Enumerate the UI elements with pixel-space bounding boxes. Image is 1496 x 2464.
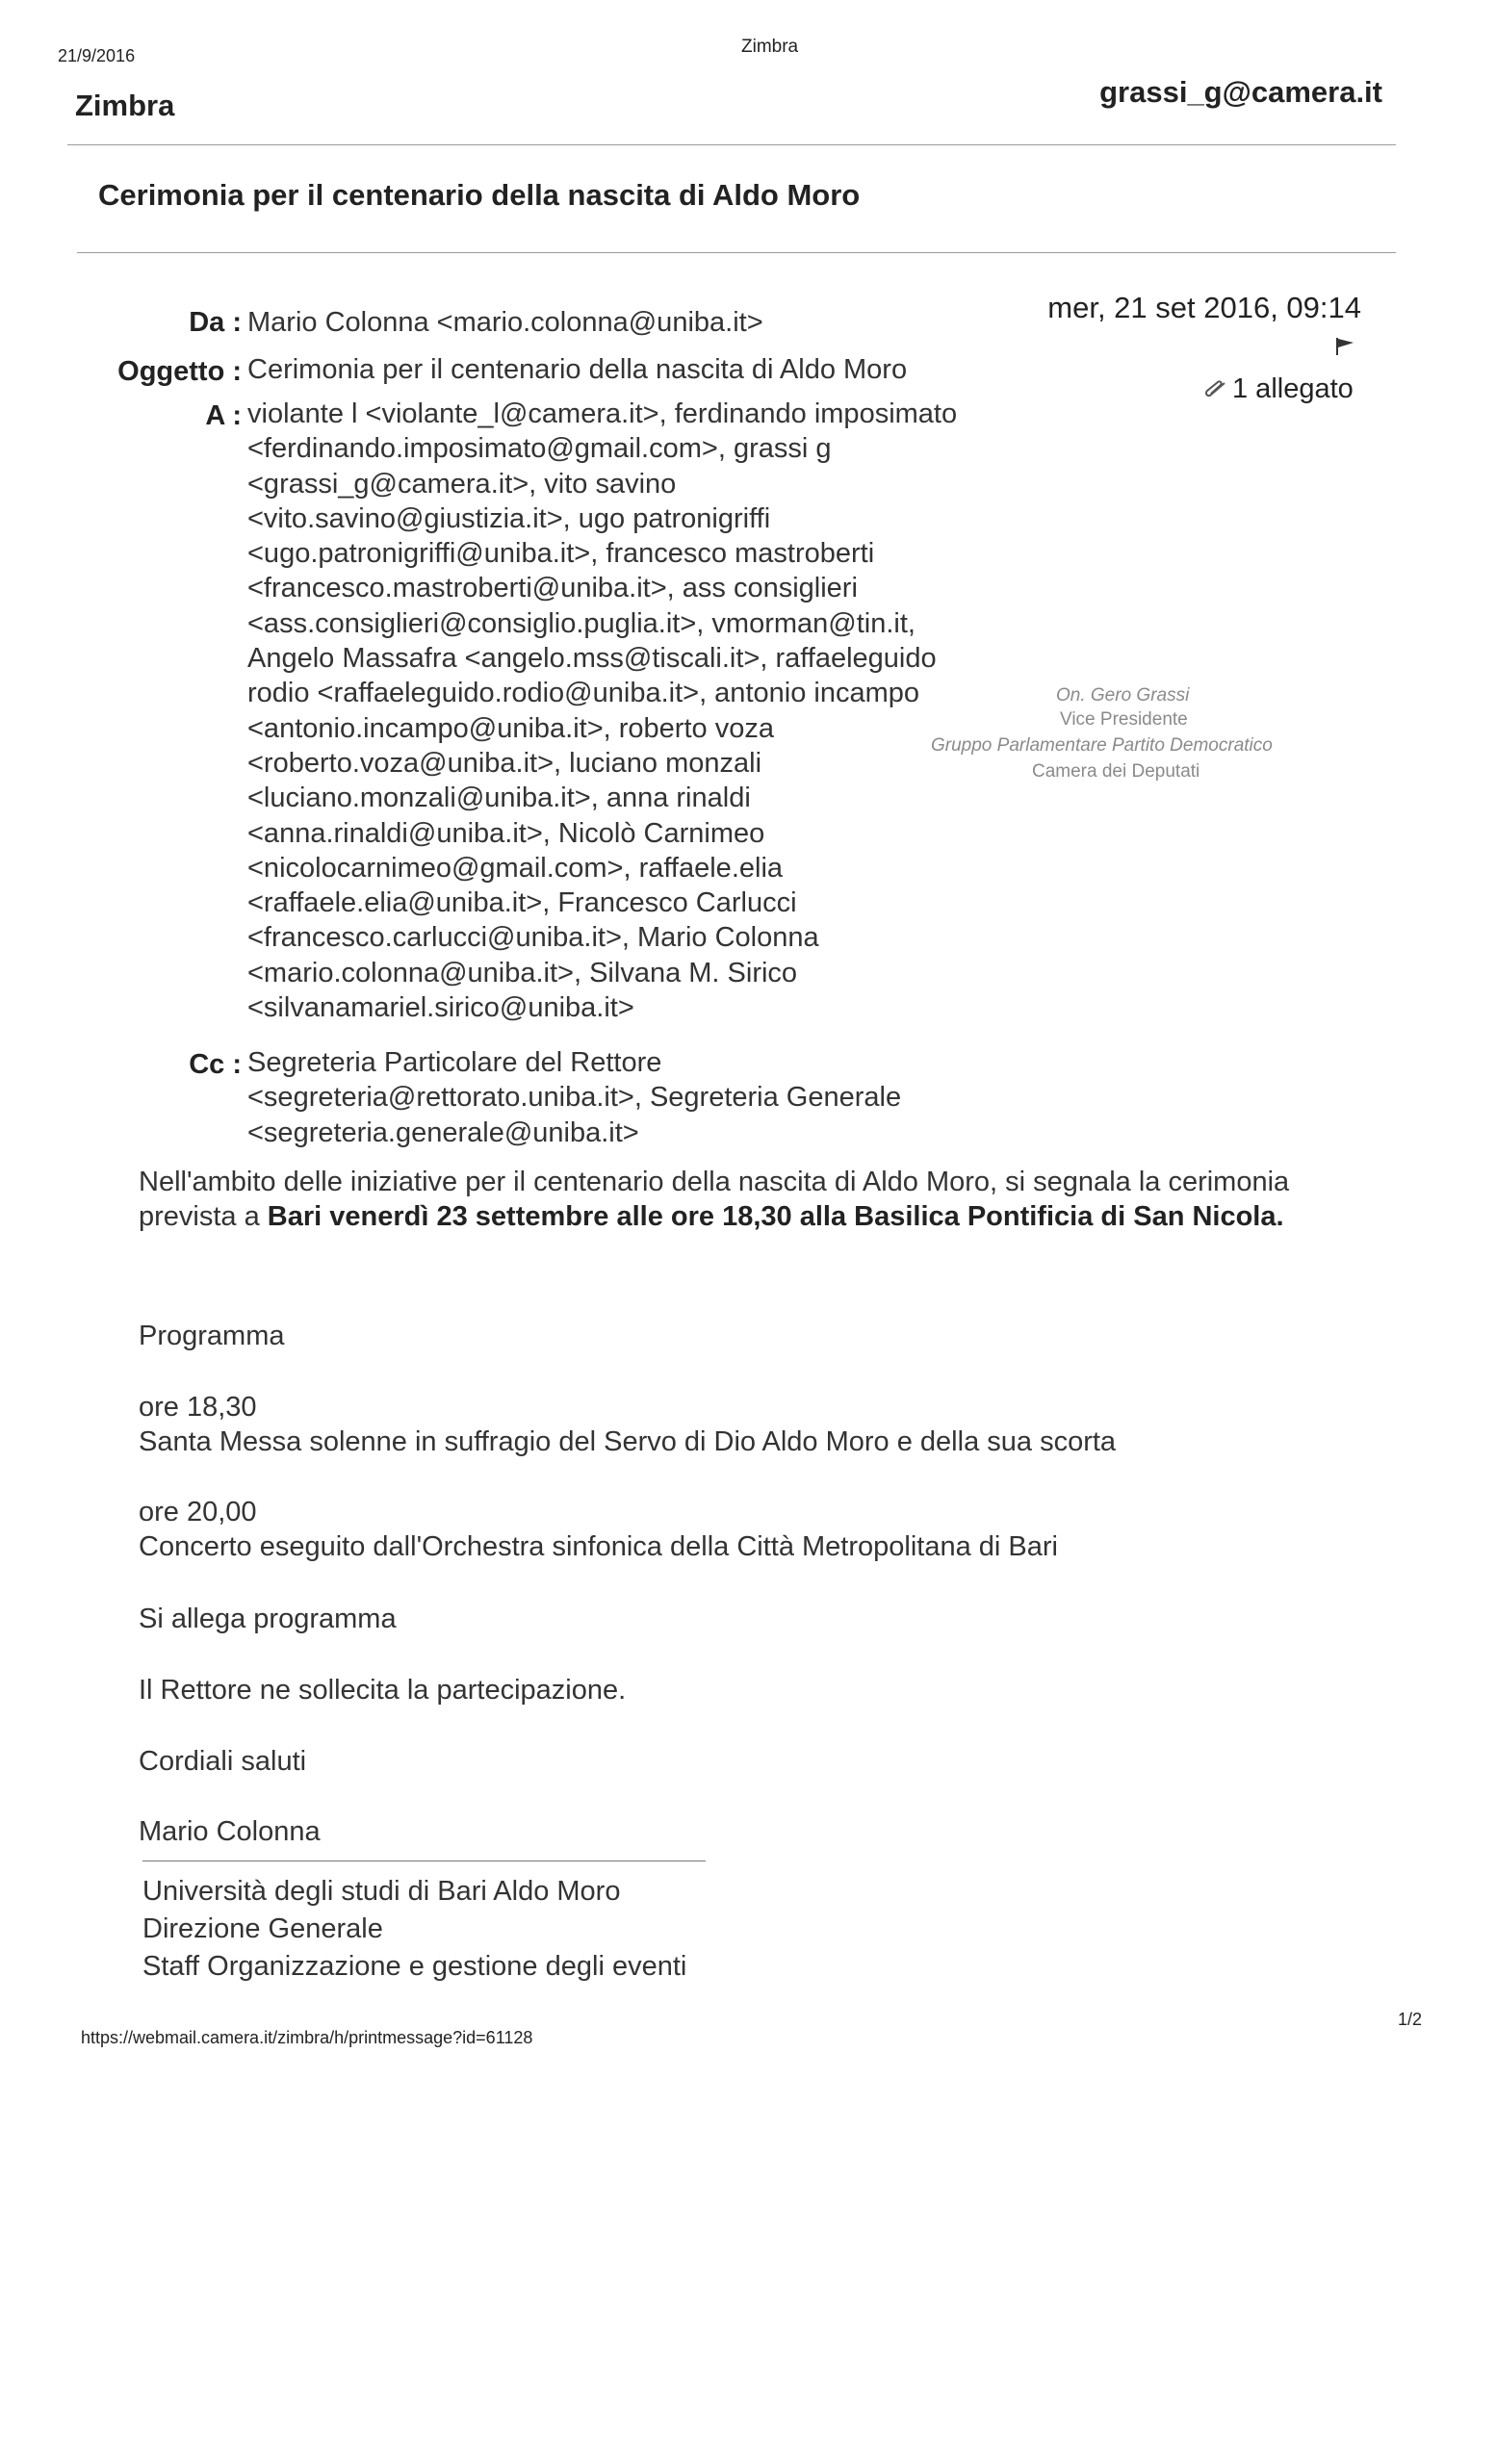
- from-label: Da :: [189, 307, 242, 338]
- to-line: <ass.consiglieri@consiglio.puglia.it>, vmorman@tin.it,: [247, 607, 916, 639]
- header-divider: [67, 144, 1396, 145]
- to-line: Angelo Massafra <angelo.mss@tiscali.it>, raffaeleguido: [247, 643, 937, 675]
- to-line: <luciano.monzali@uniba.it>, anna rinaldi: [247, 783, 751, 814]
- to-line: <raffaele.elia@uniba.it>, Francesco Carlucci: [247, 887, 797, 919]
- cc-label: Cc :: [189, 1049, 242, 1080]
- signature-line: Università degli studi di Bari Aldo Moro: [142, 1876, 621, 1907]
- to-line: <vito.savino@giustizia.it>, ugo patronigriffi: [247, 502, 771, 534]
- to-line: rodio <raffaeleguido.rodio@uniba.it>, antonio incampo: [247, 678, 919, 709]
- print-date: 21/9/2016: [58, 46, 136, 65]
- stamp-name: On. Gero Grassi: [1056, 685, 1190, 706]
- attachments-count: 1 allegato: [1232, 373, 1354, 404]
- stamp-group: Gruppo Parlamentare Partito Democratico: [931, 735, 1273, 756]
- signature-line: Direzione Generale: [142, 1913, 383, 1944]
- paperclip-icon: [1203, 380, 1230, 399]
- signature-block: [142, 1873, 686, 1986]
- allega-line: Si allega programma: [139, 1604, 397, 1634]
- app-name: Zimbra: [75, 89, 175, 122]
- time-2: ore 20,00: [139, 1497, 257, 1527]
- to-line: <grassi_g@camera.it>, vito savino: [247, 468, 677, 500]
- to-line: <francesco.mastroberti@uniba.it>, ass consiglieri: [247, 573, 858, 604]
- event-1: Santa Messa solenne in suffragio del Servo di Dio Aldo Moro e della sua scorta: [139, 1426, 1117, 1457]
- cc-line: <segreteria.generale@uniba.it>: [247, 1116, 639, 1148]
- to-line: <antonio.incampo@uniba.it>, roberto voza: [247, 712, 774, 744]
- subject-label: Oggetto :: [117, 356, 242, 387]
- account-email: grassi_g@camera.it: [1099, 75, 1382, 109]
- stamp-chamber: Camera dei Deputati: [1032, 761, 1200, 782]
- intro-paragraph: Nell'ambito delle iniziative per il centenario della nascita di Aldo Moro, si segnala la cerimonia prevista a Bari venerdì 23 settembre alle ore 18,30 alla Basilica Pontificia di San Nicola.: [139, 1167, 1290, 1232]
- to-line: <francesco.carlucci@uniba.it>, Mario Colonna: [247, 922, 819, 954]
- flag-icon[interactable]: [1335, 337, 1356, 356]
- subject-title: Cerimonia per il centenario della nascita di Aldo Moro: [98, 178, 861, 212]
- programma-heading: Programma: [139, 1321, 285, 1351]
- to-line: <anna.rinaldi@uniba.it>, Nicolò Carnimeo: [247, 817, 765, 849]
- to-line: <nicolocarnimeo@gmail.com>, raffaele.elia: [247, 852, 784, 884]
- to-line: <silvanamariel.sirico@uniba.it>: [247, 992, 634, 1024]
- signature-line: Staff Organizzazione e gestione degli eventi: [142, 1951, 687, 1982]
- attachments-link[interactable]: [1203, 373, 1354, 405]
- time-1: ore 18,30: [139, 1392, 257, 1423]
- from-value: Mario Colonna <mario.colonna@uniba.it>: [247, 307, 763, 338]
- page-number: 1/2: [1398, 2010, 1423, 2029]
- cc-line: <segreteria@rettorato.uniba.it>, Segreteria Generale: [247, 1082, 902, 1114]
- subject-divider: [77, 252, 1396, 253]
- footer-url: https://webmail.camera.it/zimbra/h/printmessage?id=61128: [81, 2028, 533, 2047]
- message-date: mer, 21 set 2016, 09:14: [1047, 291, 1361, 324]
- print-title: Zimbra: [741, 37, 799, 57]
- to-line: violante l <violante_l@camera.it>, ferdinando imposimato: [247, 398, 958, 429]
- stamp-role: Vice Presidente: [1060, 709, 1188, 730]
- to-line: <roberto.voza@uniba.it>, luciano monzali: [247, 747, 762, 779]
- subject-value: Cerimonia per il centenario della nascita di Aldo Moro: [247, 354, 908, 385]
- to-line: <mario.colonna@uniba.it>, Silvana M. Sirico: [247, 957, 798, 988]
- to-line: <ugo.patronigriffi@uniba.it>, francesco mastroberti: [247, 538, 875, 570]
- signature-name: Mario Colonna: [139, 1816, 321, 1847]
- rettore-line: Il Rettore ne sollecita la partecipazione.: [139, 1675, 627, 1706]
- to-label: A :: [205, 400, 242, 431]
- to-recipients: [247, 397, 957, 1025]
- cc-line: Segreteria Particolare del Rettore: [247, 1047, 662, 1078]
- to-line: <ferdinando.imposimato@gmail.com>, grassi g: [247, 433, 832, 465]
- saluti-line: Cordiali saluti: [139, 1746, 307, 1777]
- cc-recipients: [247, 1045, 901, 1150]
- event-2: Concerto eseguito dall'Orchestra sinfonica della Città Metropolitana di Bari: [139, 1531, 1058, 1562]
